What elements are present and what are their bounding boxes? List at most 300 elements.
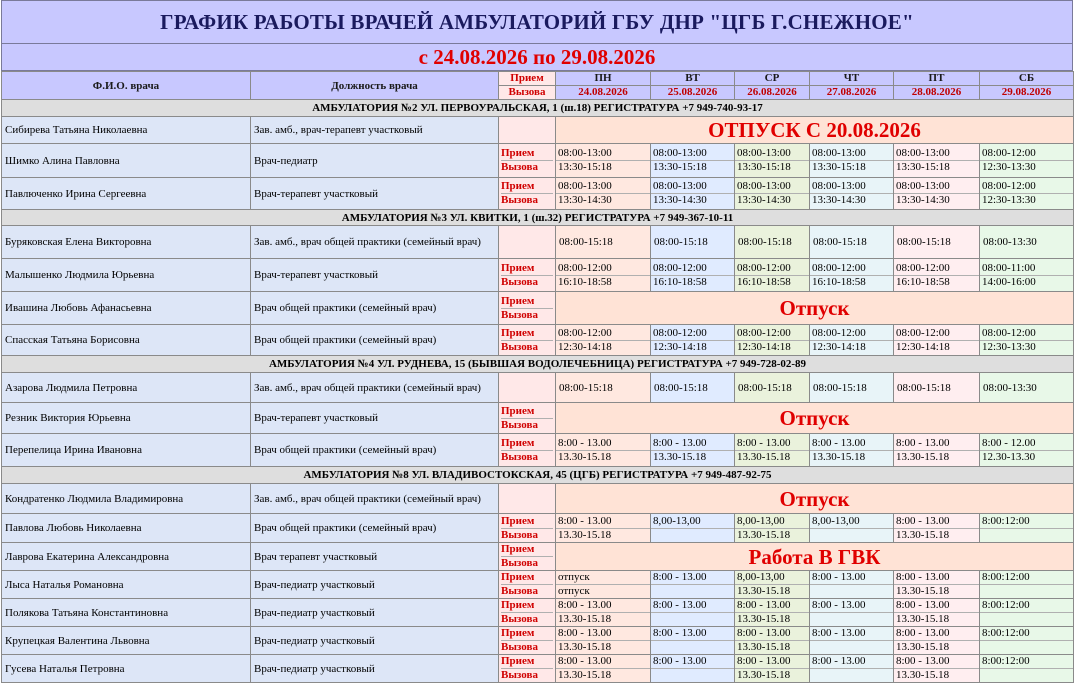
priem-time: 8:00 - 13.00 — [737, 627, 791, 639]
priem-time: 08:00-12:00 — [982, 147, 1036, 159]
vyzova-time: 13.30-15.18 — [651, 450, 734, 464]
priem-label: Прием — [501, 627, 535, 639]
header-position: Должность врача — [251, 72, 499, 100]
vyzova-time: 13.30-15.18 — [556, 450, 650, 464]
doctor-position: Врач общей практики (семейный врач) — [251, 434, 499, 467]
doctor-row — [2, 144, 1074, 178]
vyzova-time: 13:30-15:18 — [810, 160, 893, 174]
vyzova-time: 13.30-15.18 — [894, 668, 979, 682]
doctor-row — [2, 259, 1074, 292]
priem-time: 8:00 - 13.00 — [558, 627, 612, 639]
priem-time: отпуск — [558, 571, 590, 583]
doctor-position: Врач-терапевт участковый — [251, 178, 499, 210]
section-title: АМБУЛАТОРИЯ №8 УЛ. ВЛАДИВОСТОКСКАЯ, 45 (ЦГБ) РЕГИСТРАТУРА +7 949-487-92-75 — [2, 467, 1074, 484]
doctor-row — [2, 627, 1074, 655]
day-name: ПТ — [928, 72, 945, 84]
time-cell — [735, 571, 810, 599]
priem-time: 08:00-12:00 — [737, 326, 791, 339]
doctor-row — [2, 514, 1074, 543]
header-priem: Прием — [510, 72, 544, 84]
vyzova-time — [651, 640, 734, 654]
doctor-name: Крупецкая Валентина Львовна — [2, 627, 251, 655]
time-cell — [894, 325, 980, 356]
section-row — [2, 100, 1074, 117]
vyzova-time — [651, 612, 734, 626]
vyzova-time: 13.30-15.18 — [556, 612, 650, 626]
time-cell — [894, 627, 980, 655]
priem-time: 08:00-12:00 — [558, 261, 612, 274]
doctor-name: Спасская Татьяна Борисовна — [2, 325, 251, 356]
time-cell: 08:00-15:18 — [810, 226, 894, 259]
vyzova-time — [980, 584, 1073, 598]
time-cell — [735, 599, 810, 627]
vyzova-time: 16:10-18:58 — [735, 275, 809, 289]
priem-time: 08:00-13:00 — [737, 180, 791, 192]
time-cell — [894, 599, 980, 627]
time-cell — [894, 655, 980, 683]
vyzova-time: 13:30-14:30 — [894, 193, 979, 207]
priem-time: 8:00:12:00 — [982, 514, 1030, 527]
vyzova-time: 12.30-13.30 — [980, 450, 1073, 464]
priem-time: 08:00-12:00 — [737, 261, 791, 274]
header-day-6 — [980, 72, 1074, 100]
time-cell — [980, 259, 1074, 292]
vyzova-time: 16:10-18:58 — [810, 275, 893, 289]
priem-time: 08:00-12:00 — [812, 261, 866, 274]
priem-time: 8:00 - 13.00 — [737, 655, 791, 667]
time-cell — [894, 571, 980, 599]
header-name: Ф.И.О. врача — [2, 72, 251, 100]
vyzova-time: 13.30-15.18 — [894, 584, 979, 598]
priem-time: 08:00-13:00 — [653, 180, 707, 192]
time-cell — [810, 655, 894, 683]
time-cell — [810, 599, 894, 627]
day-name: СБ — [1018, 72, 1035, 84]
doctor-row — [2, 373, 1074, 403]
doctor-name: Павлова Любовь Николаевна — [2, 514, 251, 543]
vyzova-time: 13.30-15.18 — [556, 640, 650, 654]
priem-label: Прием — [501, 294, 535, 307]
vyzova-time: 13:30-15:18 — [735, 160, 809, 174]
doctor-name: Резник Виктория Юрьевна — [2, 403, 251, 434]
time-cell — [651, 599, 735, 627]
priem-time: 8:00 - 13.00 — [896, 436, 950, 449]
day-date: 28.08.2026 — [894, 85, 979, 99]
doctor-name: Полякова Татьяна Константиновна — [2, 599, 251, 627]
vyzova-time: 12:30-13:30 — [980, 193, 1073, 207]
vyzova-time: 13.30-15.18 — [556, 668, 650, 682]
priem-time: 08:00-12:00 — [896, 261, 950, 274]
priem-time: 08:00-12:00 — [558, 326, 612, 339]
priem-time: 8:00 - 13.00 — [653, 571, 707, 583]
page-title: ГРАФИК РАБОТЫ ВРАЧЕЙ АМБУЛАТОРИЙ ГБУ ДНР "ЦГБ Г.СНЕЖНОЕ" — [1, 0, 1073, 44]
vyzova-time: 13:30-14:30 — [735, 193, 809, 207]
priem-time: 8:00 - 13.00 — [812, 627, 866, 639]
time-cell — [651, 144, 735, 178]
time-cell — [735, 144, 810, 178]
status-cell: Отпуск — [556, 403, 1074, 434]
priem-time: 08:00-13:00 — [737, 147, 791, 159]
kind-cell — [499, 571, 556, 599]
priem-label: Прием — [501, 655, 535, 667]
doctor-name: Гусева Наталья Петровна — [2, 655, 251, 683]
doctor-row — [2, 571, 1074, 599]
time-cell — [810, 514, 894, 543]
doctor-position: Зав. амб., врач общей практики (семейный врач) — [251, 484, 499, 514]
vyzova-time: 13.30-15.18 — [735, 450, 809, 464]
doctor-row — [2, 403, 1074, 434]
time-cell — [651, 178, 735, 210]
kind-cell — [499, 484, 556, 514]
doctor-name: Павлюченко Ирина Сергеевна — [2, 178, 251, 210]
priem-time: 8,00-13,00 — [812, 514, 860, 527]
vyzova-time: 13:30-14:30 — [810, 193, 893, 207]
doctor-row — [2, 484, 1074, 514]
vyzova-label: Вызова — [501, 340, 553, 354]
vyzova-time — [980, 612, 1073, 626]
vyzova-time — [651, 668, 734, 682]
priem-time: 8:00 - 13.00 — [812, 571, 866, 583]
vyzova-time: 13.30-15.18 — [735, 612, 809, 626]
doctor-position: Врач общей практики (семейный врач) — [251, 292, 499, 325]
time-cell — [735, 655, 810, 683]
time-cell: 08:00-13:30 — [980, 373, 1074, 403]
vyzova-time: 13.30-15.18 — [735, 668, 809, 682]
status-cell: ОТПУСК С 20.08.2026 — [556, 117, 1074, 144]
time-cell — [894, 178, 980, 210]
time-cell — [556, 599, 651, 627]
day-date: 26.08.2026 — [735, 85, 809, 99]
vyzova-time: 13:30-15:18 — [894, 160, 979, 174]
vyzova-label: Вызова — [501, 308, 553, 322]
section-row — [2, 467, 1074, 484]
priem-time: 8:00 - 13.00 — [737, 599, 791, 611]
time-cell — [980, 627, 1074, 655]
priem-time: 8:00 - 13.00 — [558, 655, 612, 667]
time-cell: 08:00-15:18 — [556, 373, 651, 403]
time-cell — [556, 325, 651, 356]
time-cell: 08:00-13:30 — [980, 226, 1074, 259]
vyzova-time: 13.30-15.18 — [810, 450, 893, 464]
doctor-name: Азарова Людмила Петровна — [2, 373, 251, 403]
day-name: ЧТ — [843, 72, 860, 84]
priem-time: 8:00:12:00 — [982, 571, 1030, 583]
priem-time: 8,00-13,00 — [653, 514, 701, 527]
time-cell — [735, 325, 810, 356]
doctor-name: Сибирева Татьяна Николаевна — [2, 117, 251, 144]
time-cell — [980, 325, 1074, 356]
vyzova-time — [810, 668, 893, 682]
vyzova-time: 14:00-16:00 — [980, 275, 1073, 289]
time-cell: 08:00-15:18 — [894, 226, 980, 259]
priem-time: 08:00-13:00 — [812, 180, 866, 192]
priem-time: 8:00 - 13.00 — [812, 599, 866, 611]
doctor-position: Врач-педиатр участковый — [251, 627, 499, 655]
priem-label: Прием — [501, 543, 535, 555]
priem-time: 8:00 - 13.00 — [896, 571, 950, 583]
doctor-name: Ивашина Любовь Афанасьевна — [2, 292, 251, 325]
header-day-1 — [556, 72, 651, 100]
day-date: 25.08.2026 — [651, 85, 734, 99]
vyzova-time — [980, 528, 1073, 542]
time-cell — [556, 655, 651, 683]
header-row — [2, 72, 1074, 100]
time-cell — [556, 259, 651, 292]
time-cell — [810, 325, 894, 356]
doctor-position: Зав. амб., врач общей практики (семейный врач) — [251, 373, 499, 403]
time-cell — [894, 259, 980, 292]
priem-time: 08:00-12:00 — [896, 326, 950, 339]
time-cell — [556, 178, 651, 210]
priem-time: 08:00-12:00 — [812, 326, 866, 339]
time-cell — [980, 655, 1074, 683]
priem-time: 8:00 - 12.00 — [982, 436, 1036, 449]
time-cell: 08:00-15:18 — [894, 373, 980, 403]
header-day-4 — [810, 72, 894, 100]
priem-time: 8:00 - 13.00 — [737, 436, 791, 449]
priem-label: Прием — [501, 180, 535, 192]
doctor-row — [2, 226, 1074, 259]
vyzova-time: 12:30-14:18 — [556, 340, 650, 354]
kind-cell — [499, 144, 556, 178]
priem-label: Прием — [501, 436, 535, 449]
priem-time: 8:00:12:00 — [982, 599, 1030, 611]
doctor-position: Врач-терапевт участковый — [251, 259, 499, 292]
vyzova-label: Вызова — [501, 275, 553, 289]
time-cell — [810, 178, 894, 210]
kind-cell — [499, 325, 556, 356]
vyzova-time: 12:30-14:18 — [735, 340, 809, 354]
priem-time: 08:00-12:00 — [653, 326, 707, 339]
time-cell — [651, 627, 735, 655]
time-cell: 08:00-15:18 — [651, 226, 735, 259]
vyzova-time: 12:30-13:30 — [980, 340, 1073, 354]
priem-time: 8:00 - 13.00 — [653, 436, 707, 449]
vyzova-label: Вызова — [501, 418, 553, 432]
doctor-name: Буряковская Елена Викторовна — [2, 226, 251, 259]
vyzova-label: Вызова — [501, 160, 553, 174]
doctor-position: Зав. амб., врач общей практики (семейный врач) — [251, 226, 499, 259]
doctor-name: Кондратенко Людмила Владимировна — [2, 484, 251, 514]
priem-time: 08:00-13:00 — [896, 147, 950, 159]
kind-cell — [499, 403, 556, 434]
priem-time: 08:00-13:00 — [896, 180, 950, 192]
vyzova-time: 13.30-15.18 — [556, 528, 650, 542]
doctor-row — [2, 599, 1074, 627]
vyzova-time: отпуск — [556, 584, 650, 598]
vyzova-time: 13.30-15.18 — [735, 584, 809, 598]
time-cell: 08:00-15:18 — [556, 226, 651, 259]
priem-time: 8:00 - 13.00 — [653, 627, 707, 639]
priem-time: 08:00-13:00 — [558, 180, 612, 192]
priem-time: 08:00-13:00 — [558, 147, 612, 159]
section-row — [2, 210, 1074, 226]
doctor-position: Врач-педиатр — [251, 144, 499, 178]
vyzova-label: Вызова — [501, 640, 553, 654]
time-cell — [735, 178, 810, 210]
time-cell — [735, 259, 810, 292]
time-cell — [894, 434, 980, 467]
priem-label: Прием — [501, 147, 535, 159]
vyzova-time — [980, 640, 1073, 654]
header-kind — [499, 72, 556, 100]
kind-cell — [499, 543, 556, 571]
section-row — [2, 356, 1074, 373]
vyzova-label: Вызова — [501, 193, 553, 207]
vyzova-time: 12:30-14:18 — [810, 340, 893, 354]
header-day-3 — [735, 72, 810, 100]
vyzova-label: Вызова — [501, 450, 553, 464]
vyzova-label: Вызова — [501, 556, 553, 570]
doctor-name: Лыса Наталья Романовна — [2, 571, 251, 599]
kind-cell — [499, 178, 556, 210]
priem-label: Прием — [501, 404, 535, 417]
section-title: АМБУЛАТОРИЯ №2 УЛ. ПЕРВОУРАЛЬСКАЯ, 1 (ш.18) РЕГИСТРАТУРА +7 949-740-93-17 — [2, 100, 1074, 117]
time-cell — [735, 514, 810, 543]
priem-time: 8:00 - 13.00 — [812, 436, 866, 449]
doctor-position: Врач терапевт участковый — [251, 543, 499, 571]
section-title: АМБУЛАТОРИЯ №3 УЛ. КВИТКИ, 1 (ш.32) РЕГИСТРАТУРА +7 949-367-10-11 — [2, 210, 1074, 226]
priem-time: 8:00 - 13.00 — [896, 514, 950, 527]
day-name: ВТ — [685, 72, 700, 84]
kind-cell — [499, 117, 556, 144]
doctor-position: Врач-терапевт участковый — [251, 403, 499, 434]
time-cell — [810, 259, 894, 292]
priem-time: 8:00:12:00 — [982, 627, 1030, 639]
status-cell: Отпуск — [556, 484, 1074, 514]
doctor-row — [2, 117, 1074, 144]
priem-time: 8:00 - 13.00 — [653, 655, 707, 667]
kind-cell — [499, 373, 556, 403]
day-date: 24.08.2026 — [556, 85, 650, 99]
priem-label: Прием — [501, 599, 535, 611]
kind-cell — [499, 655, 556, 683]
period-label: с 24.08.2026 по 29.08.2026 — [1, 44, 1073, 71]
priem-label: Прием — [501, 261, 535, 274]
vyzova-time: 13.30-15.18 — [894, 612, 979, 626]
time-cell — [651, 514, 735, 543]
priem-time: 8:00 - 13.00 — [896, 627, 950, 639]
kind-cell — [499, 434, 556, 467]
kind-cell — [499, 259, 556, 292]
time-cell — [810, 434, 894, 467]
vyzova-time — [810, 584, 893, 598]
day-date: 29.08.2026 — [980, 85, 1073, 99]
doctor-row — [2, 292, 1074, 325]
time-cell — [980, 571, 1074, 599]
vyzova-time — [651, 528, 734, 542]
doctor-name: Перепелица Ирина Ивановна — [2, 434, 251, 467]
priem-time: 8:00 - 13.00 — [896, 655, 950, 667]
priem-time: 8:00 - 13.00 — [653, 599, 707, 611]
time-cell — [810, 627, 894, 655]
doctor-row — [2, 178, 1074, 210]
day-name: СР — [764, 72, 780, 84]
time-cell — [980, 599, 1074, 627]
vyzova-time: 12:30-13:30 — [980, 160, 1073, 174]
vyzova-time: 13.30-15.18 — [735, 528, 809, 542]
status-cell: Работа В ГВК — [556, 543, 1074, 571]
vyzova-time: 13:30-15:18 — [556, 160, 650, 174]
vyzova-time: 13:30-14:30 — [556, 193, 650, 207]
priem-time: 8:00 - 13.00 — [558, 599, 612, 611]
time-cell — [651, 655, 735, 683]
time-cell: 08:00-15:18 — [735, 373, 810, 403]
vyzova-label: Вызова — [501, 612, 553, 626]
doctor-name: Лаврова Екатерина Александровна — [2, 543, 251, 571]
vyzova-time — [810, 528, 893, 542]
time-cell — [556, 627, 651, 655]
header-vyzova: Вызова — [499, 85, 555, 99]
priem-time: 8:00 - 13.00 — [812, 655, 866, 667]
priem-time: 08:00-12:00 — [982, 180, 1036, 192]
doctor-name: Малышенко Людмила Юрьевна — [2, 259, 251, 292]
vyzova-label: Вызова — [501, 668, 553, 682]
time-cell — [980, 178, 1074, 210]
time-cell — [894, 144, 980, 178]
time-cell — [980, 434, 1074, 467]
priem-label: Прием — [501, 571, 535, 583]
time-cell: 08:00-15:18 — [651, 373, 735, 403]
vyzova-time — [980, 668, 1073, 682]
priem-label: Прием — [501, 514, 535, 527]
priem-time: 8,00-13,00 — [737, 514, 785, 527]
section-title: АМБУЛАТОРИЯ №4 УЛ. РУДНЕВА, 15 (БЫВШАЯ ВОДОЛЕЧЕБНИЦА) РЕГИСТРАТУРА +7 949-728-02-89 — [2, 356, 1074, 373]
doctor-position: Врач-педиатр участковый — [251, 655, 499, 683]
status-cell: Отпуск — [556, 292, 1074, 325]
vyzova-time: 13.30-15.18 — [894, 640, 979, 654]
doctor-position: Зав. амб., врач-терапевт участковый — [251, 117, 499, 144]
time-cell: 08:00-15:18 — [735, 226, 810, 259]
vyzova-label: Вызова — [501, 528, 553, 542]
priem-time: 8:00 - 13.00 — [896, 599, 950, 611]
priem-time: 08:00-13:00 — [812, 147, 866, 159]
kind-cell — [499, 226, 556, 259]
time-cell — [735, 434, 810, 467]
time-cell — [651, 571, 735, 599]
priem-time: 08:00-13:00 — [653, 147, 707, 159]
time-cell — [980, 514, 1074, 543]
doctor-row — [2, 655, 1074, 683]
time-cell — [810, 571, 894, 599]
doctor-position: Врач-педиатр участковый — [251, 571, 499, 599]
time-cell — [651, 325, 735, 356]
vyzova-time: 13.30-15.18 — [894, 450, 979, 464]
vyzova-time: 16:10-18:58 — [894, 275, 979, 289]
kind-cell — [499, 599, 556, 627]
time-cell — [980, 144, 1074, 178]
priem-time: 08:00-11:00 — [982, 261, 1036, 274]
kind-cell — [499, 292, 556, 325]
doctor-position: Врач общей практики (семейный врач) — [251, 514, 499, 543]
priem-time: 8:00 - 13.00 — [558, 514, 612, 527]
vyzova-label: Вызова — [501, 584, 553, 598]
priem-time: 8:00:12:00 — [982, 655, 1030, 667]
doctor-position: Врач-педиатр участковый — [251, 599, 499, 627]
time-cell — [894, 514, 980, 543]
vyzova-time: 12:30-14:18 — [894, 340, 979, 354]
time-cell — [735, 627, 810, 655]
time-cell — [810, 144, 894, 178]
doctor-row — [2, 543, 1074, 571]
doctor-position: Врач общей практики (семейный врач) — [251, 325, 499, 356]
header-day-2 — [651, 72, 735, 100]
time-cell — [556, 514, 651, 543]
priem-time: 8:00 - 13.00 — [558, 436, 612, 449]
kind-cell — [499, 514, 556, 543]
time-cell — [556, 144, 651, 178]
day-date: 27.08.2026 — [810, 85, 893, 99]
